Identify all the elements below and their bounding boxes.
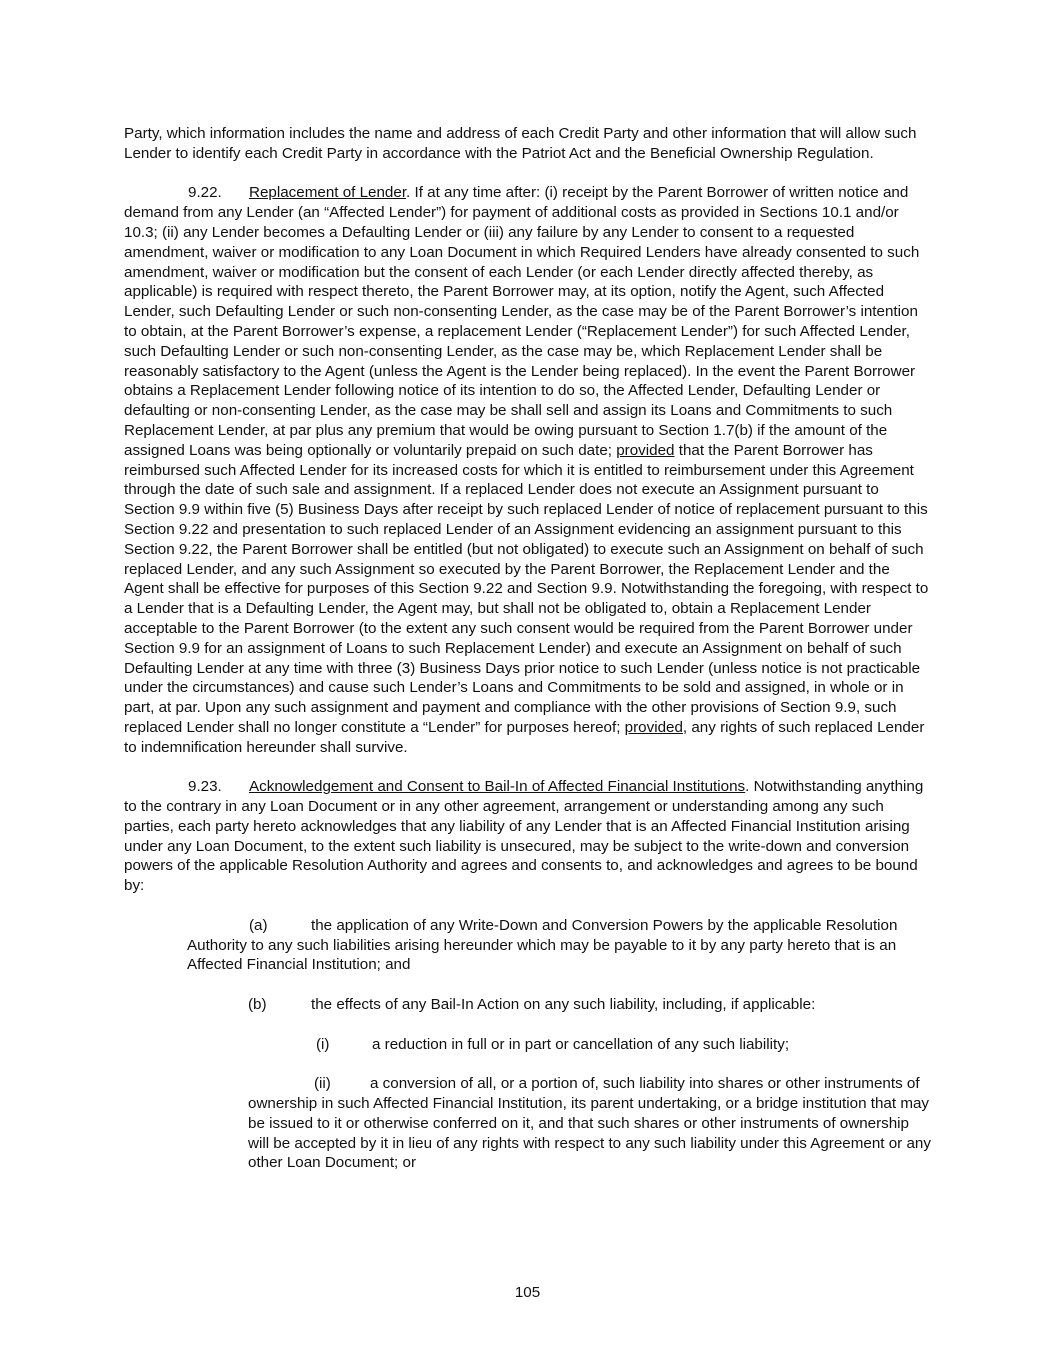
- clause-i-text: a reduction in full or in part or cancellation of any such liability;: [372, 1035, 790, 1053]
- section-9-23-number: 9.23.: [188, 778, 222, 796]
- clause-i-label: (i): [316, 1035, 330, 1053]
- section-9-22-number: 9.22.: [188, 184, 222, 202]
- clause-ii: [124, 1074, 932, 1173]
- section-9-22-text-2: that the Parent Borrower has reimbursed such Affected Lender for its increased costs for which it is entitled to reimbursement under this Agreement through the date of such sale and assignment. If a replaced Lender does not execute an Assignment pursuant to Section 9.9 within five (5) Business Days after receipt by such replaced Lender of notice of replacement pursuant to this Section 9.22 and presentation to such replaced Lender of an Assignment evidencing an assignment pursuant to this Section 9.22, the Parent Borrower shall be entitled (but not obligated) to execute such an Assignment on behalf of such replaced Lender, and any such Assignment so executed by the Parent Borrower, the Replacement Lender and the Agent shall be effective for purposes of this Section 9.22 and Section 9.9. Notwithstanding the foregoing, with respect to a Lender that is a Defaulting Lender, the Agent may, but shall not be obligated to, obtain a Replacement Lender acceptable to the Parent Borrower (to the extent any such consent would be required from the Parent Borrower under Section 9.9 for an assignment of Loans to such Replacement Lender) and execute an Assignment on behalf of such Defaulting Lender at any time with three (3) Business Days prior notice to such Lender (unless notice is not practicable under the circumstances) and cause such Lender’s Loans and Commitments to be sold and assigned, in whole or in part, at par. Upon any such assignment and payment and compliance with the other provisions of Section 9.9, such replaced Lender shall no longer constitute a “Lender” for purposes hereof;: [124, 441, 929, 736]
- section-9-22-text-3: , any rights of such replaced Lender to indemnification hereunder shall survive.: [124, 718, 925, 756]
- section-9-23-text: . Notwithstanding anything to the contrary in any Loan Document or in any other agreement, arrangement or understanding among any such parties, each party hereto acknowledges that any liability of any Lender that is an Affected Financial Institution arising under any Loan Document, to the extent such liability is unsecured, may be subject to the write-down and conversion powers of the applicable Resolution Authority and agrees and consents to, and acknowledges and agrees to be bound by:: [124, 778, 924, 895]
- section-9-22-heading: Replacement of Lender: [249, 184, 407, 202]
- clause-ii-label: (ii): [314, 1075, 331, 1093]
- section-9-22: [124, 183, 932, 757]
- section-9-22-provided-2: provided: [624, 718, 683, 736]
- clause-a-text: the application of any Write-Down and Conversion Powers by the applicable Resolution Authority to any such liabilities arising hereunder which may be payable to it by any party hereto that is an Affected Financial Institution; and: [187, 916, 898, 974]
- clause-a: [124, 916, 932, 975]
- clause-b: [124, 995, 932, 1015]
- document-page: [124, 124, 932, 1193]
- page-number: 105: [514, 1284, 541, 1301]
- section-9-23: [124, 777, 932, 896]
- intro-paragraph: [124, 124, 932, 164]
- section-9-22-text-1: . If at any time after: (i) receipt by the Parent Borrower of written notice and demand from any Lender (an “Affected Lender”) for payment of additional costs as provided in Sections 10.1 and/or 10.3; (ii) any Lender becomes a Defaulting Lender or (iii) any failure by any Lender to consent to a requested amendment, waiver or modification to any Loan Document in which Required Lenders have already consented to such amendment, waiver or modification but the consent of each Lender (or each Lender directly affected thereby, as applicable) is required with respect thereto, the Parent Borrower may, at its option, notify the Agent, such Affected Lender, such Defaulting Lender or such non-consenting Lender, as the case may be of the Parent Borrower’s intention to obtain, at the Parent Borrower’s expense, a replacement Lender (“Replacement Lender”) for such Affected Lender, such Defaulting Lender or such non-consenting Lender, as the case may be, which Replacement Lender shall be reasonably satisfactory to the Agent (unless the Agent is the Lender being replaced). In the event the Parent Borrower obtains a Replacement Lender following notice of its intention to do so, the Affected Lender, Defaulting Lender or defaulting or non-consenting Lender, as the case may be shall sell and assign its Loans and Commitments to such Replacement Lender, at par plus any premium that would be owing pursuant to Section 1.7(b) if the amount of the assigned Loans was being optionally or voluntarily prepaid on such date;: [124, 184, 920, 459]
- clause-a-label: (a): [249, 916, 268, 934]
- intro-text: Party, which information includes the name and address of each Credit Party and other information that will allow such Lender to identify each Credit Party in accordance with the Patriot Act and the Beneficial Ownership Regulation.: [124, 125, 917, 162]
- clause-b-text: the effects of any Bail-In Action on any such liability, including, if applicable:: [311, 996, 816, 1014]
- section-9-22-provided-1: provided: [616, 441, 675, 459]
- clause-i: [124, 1035, 932, 1055]
- clause-b-label: (b): [248, 996, 267, 1014]
- section-9-23-heading: Acknowledgement and Consent to Bail-In of Affected Financial Institutions: [249, 778, 746, 796]
- clause-ii-text: a conversion of all, or a portion of, such liability into shares or other instruments of ownership in such Affected Financial Institution, its parent undertaking, or a bridge institution that may be issued to it or otherwise conferred on it, and that such shares or other instruments of ownership will be accepted by it in lieu of any rights with respect to any such liability under this Agreement or any other Loan Document; or: [248, 1075, 931, 1172]
